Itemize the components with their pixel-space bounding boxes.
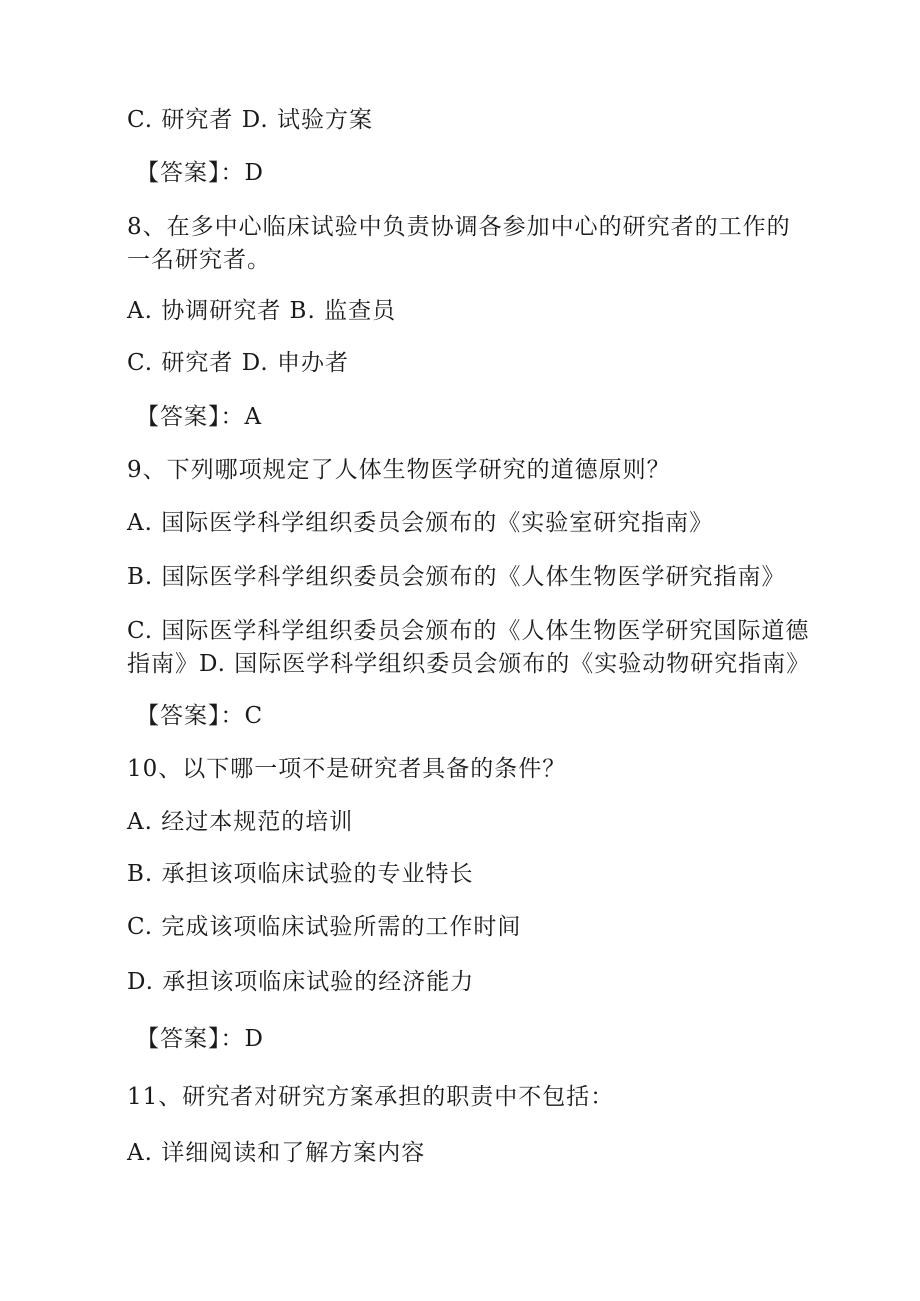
option-line-q8-cd: C. 研究者 D. 申办者 — [127, 350, 349, 376]
option-line-q7-cd: C. 研究者 D. 试验方案 — [127, 107, 373, 133]
option-q10-a: A. 经过本规范的培训 — [127, 809, 354, 835]
question-11: 11、研究者对研究方案承担的职责中不包括： — [127, 1084, 615, 1110]
option-q10-b: B. 承担该项临床试验的专业特长 — [127, 861, 474, 887]
option-line-q8-ab: A. 协调研究者 B. 监查员 — [127, 298, 397, 324]
option-q11-a: A. 详细阅读和了解方案内容 — [127, 1140, 426, 1166]
option-q9-c-line-1: C. 国际医学科学组织委员会颁布的《人体生物医学研究国际道德 — [127, 618, 810, 644]
option-q10-c: C. 完成该项临床试验所需的工作时间 — [127, 914, 522, 940]
answer-q7: 【答案】：D — [136, 160, 264, 186]
option-q9-a: A. 国际医学科学组织委员会颁布的《实验室研究指南》 — [127, 510, 714, 536]
answer-q8: 【答案】：A — [136, 404, 263, 430]
question-8-line-2: 一名研究者。 — [127, 247, 271, 273]
option-q9-c-line-2: 指南》D. 国际医学科学组织委员会颁布的《实验动物研究指南》 — [127, 651, 811, 677]
option-q9-b: B. 国际医学科学组织委员会颁布的《人体生物医学研究指南》 — [127, 564, 786, 590]
option-q10-d: D. 承担该项临床试验的经济能力 — [127, 969, 475, 995]
answer-q10: 【答案】：D — [136, 1026, 264, 1052]
question-8-line-1: 8、在多中心临床试验中负责协调各参加中心的研究者的工作的 — [127, 214, 791, 240]
question-9: 9、下列哪项规定了人体生物医学研究的道德原则？ — [127, 457, 671, 483]
answer-q9: 【答案】：C — [136, 703, 264, 729]
question-10: 10、以下哪一项不是研究者具备的条件？ — [127, 756, 567, 782]
